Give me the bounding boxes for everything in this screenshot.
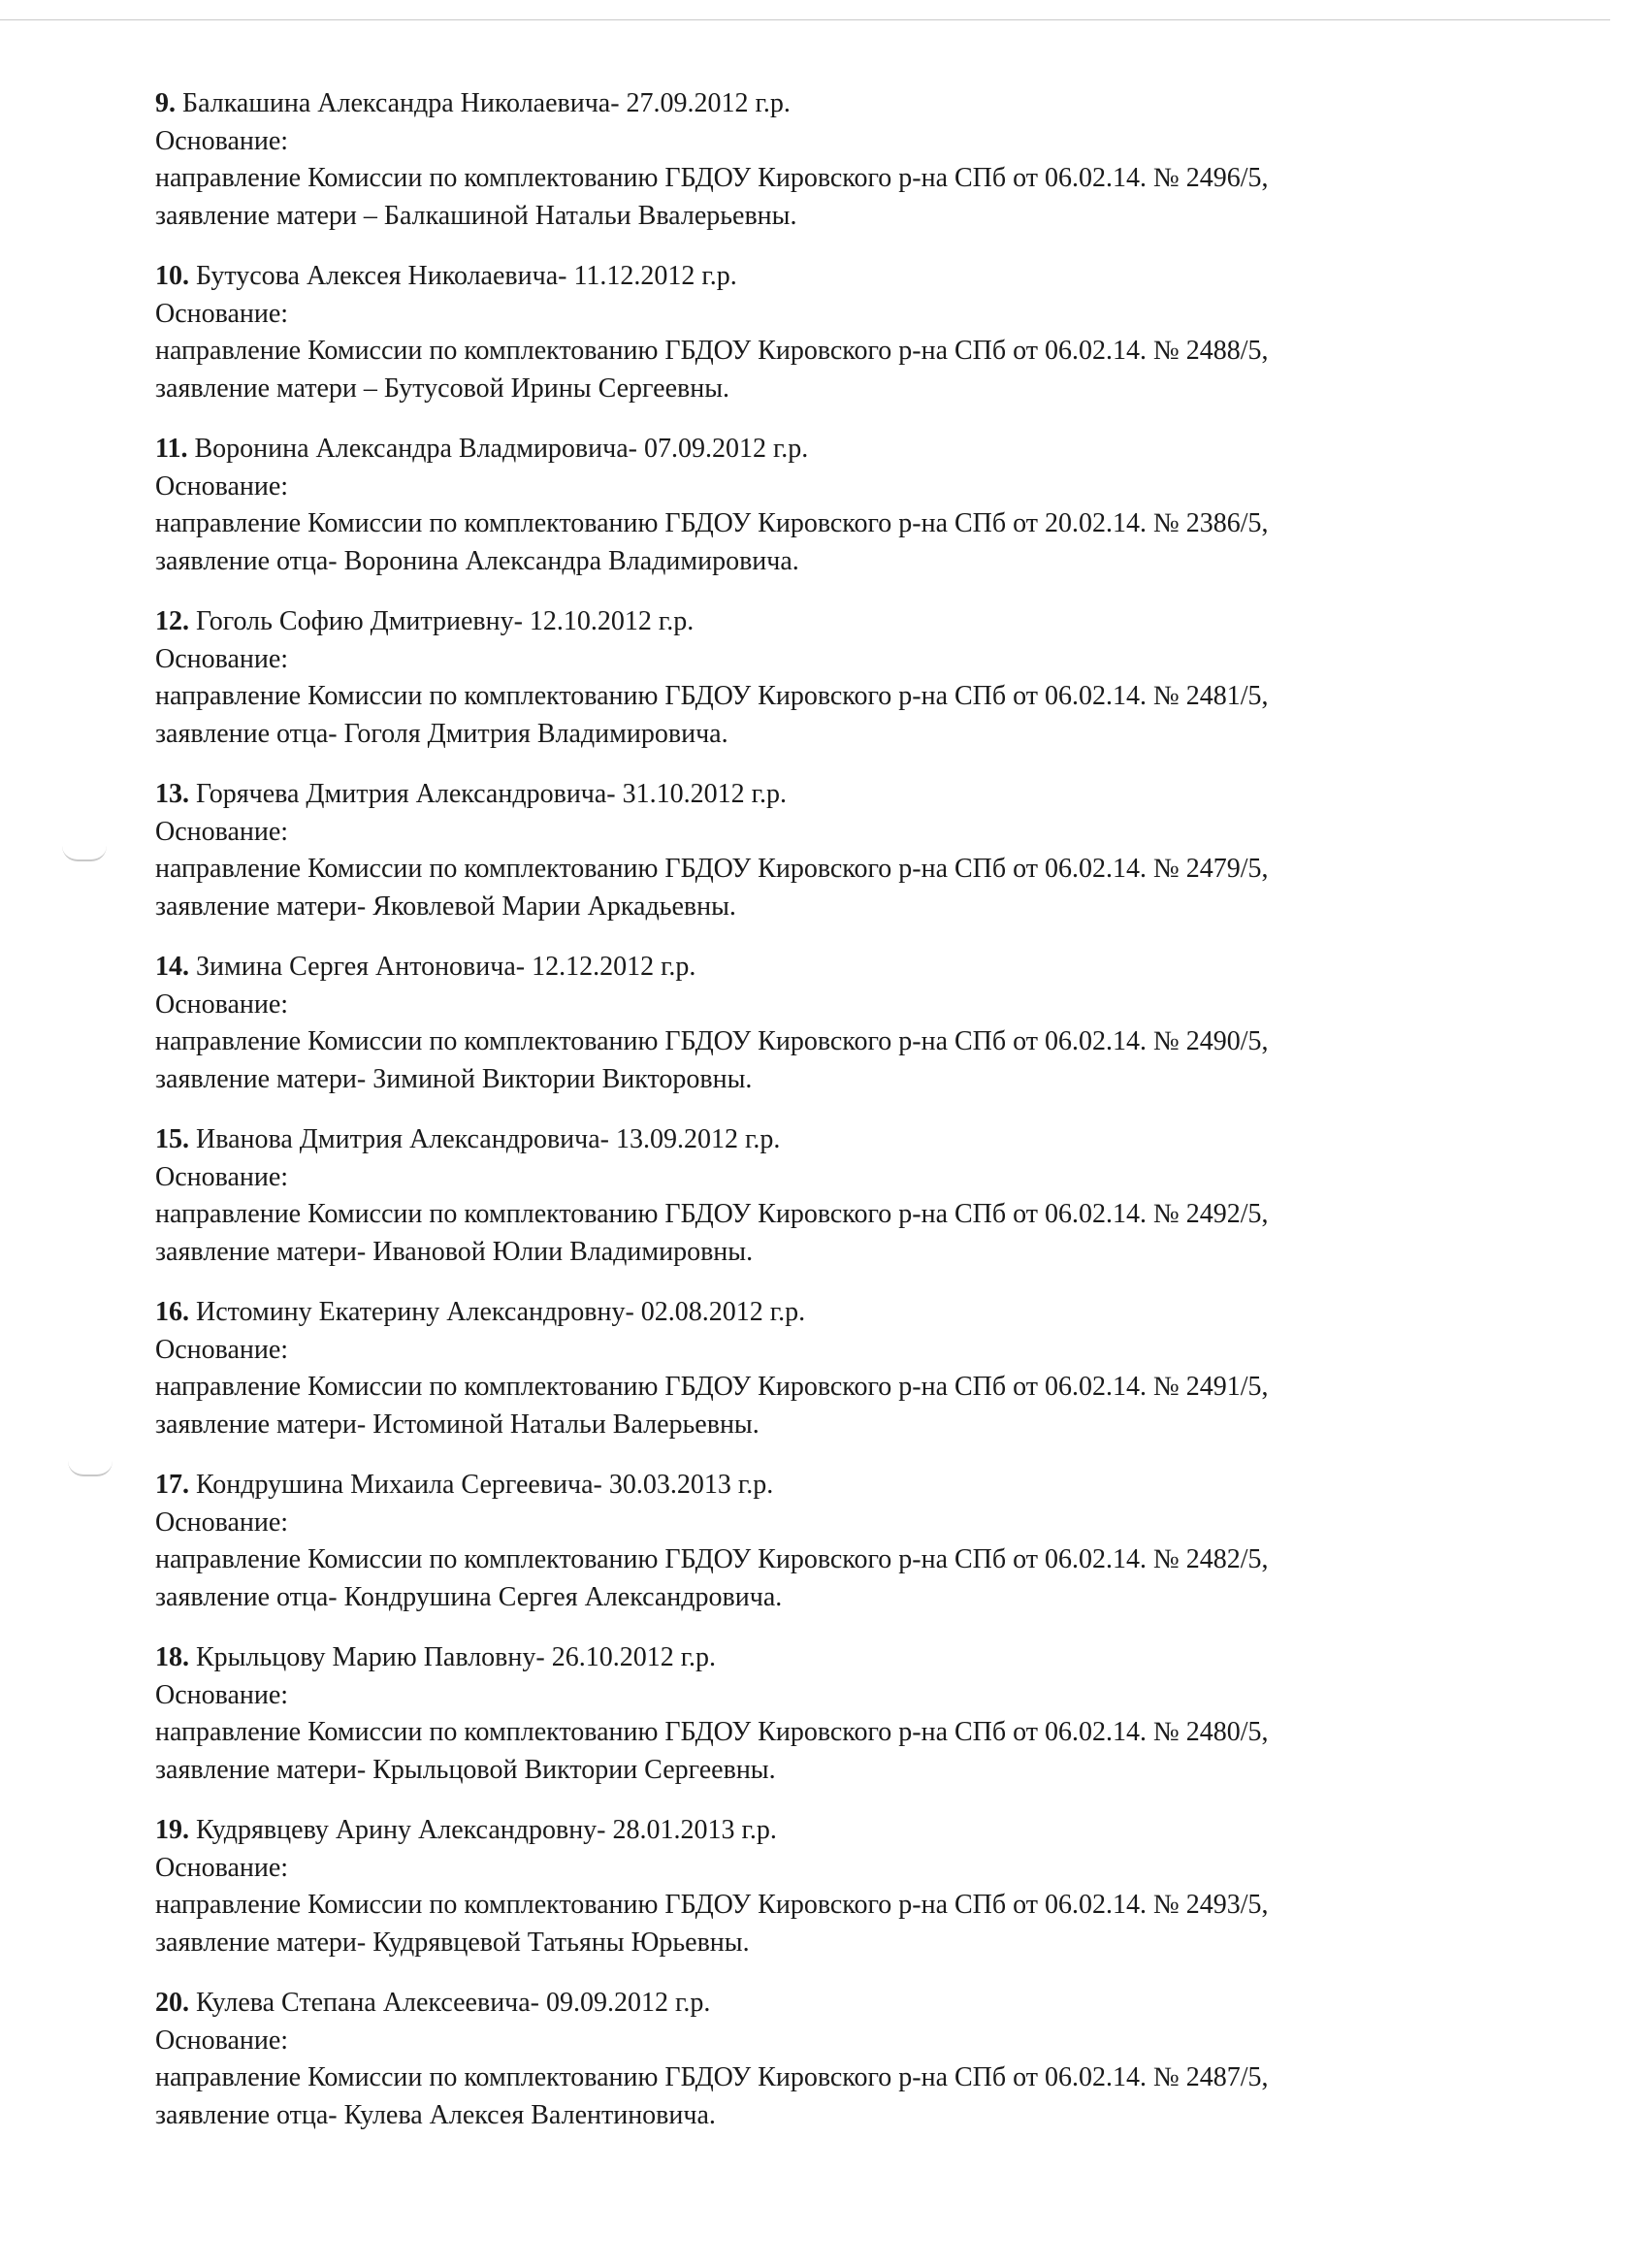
entry-number: 17. [155, 1470, 189, 1500]
child-name-dob: Крыльцову Марию Павловну- 26.10.2012 г.р. [196, 1642, 717, 1672]
basis-label: Основание: [155, 1679, 289, 1710]
child-name-dob: Иванова Дмитрия Александровича- 13.09.2012 г.р. [196, 1124, 781, 1154]
referral-text: направление Комиссии по комплектованию ГБДОУ Кировского р-на СПб от 06.02.14. № 2496/5, [155, 163, 1269, 193]
entry-heading [155, 776, 1513, 814]
referral-text: направление Комиссии по комплектованию ГБДОУ Кировского р-на СПб от 06.02.14. № 2479/5, [155, 854, 1269, 884]
entry-number: 18. [155, 1642, 189, 1672]
entry-number: 12. [155, 606, 189, 636]
scan-artifact-mark [62, 846, 107, 861]
entry-number: 19. [155, 1815, 189, 1845]
child-name-dob: Балкашина Александра Николаевича- 27.09.2012 г.р. [182, 88, 791, 118]
entry-number: 11. [155, 434, 188, 464]
basis-label: Основание: [155, 125, 289, 156]
list-item [155, 1812, 1513, 1961]
child-name-dob: Бутусова Алексея Николаевича- 11.12.2012 г.р. [196, 261, 737, 291]
list-item [155, 1121, 1513, 1271]
application-text: заявление матери- Крыльцовой Виктории Сергеевны. [155, 1754, 776, 1785]
basis-label: Основание: [155, 1507, 289, 1538]
list-item [155, 1639, 1513, 1789]
list-item [155, 431, 1513, 580]
entry-heading [155, 1639, 1513, 1677]
child-name-dob: Горячева Дмитрия Александровича- 31.10.2012 г.р. [196, 779, 787, 809]
basis-label: Основание: [155, 643, 289, 674]
referral-text: направление Комиссии по комплектованию ГБДОУ Кировского р-на СПб от 06.02.14. № 2490/5, [155, 1026, 1269, 1056]
basis-label: Основание: [155, 816, 289, 847]
entry-heading [155, 85, 1513, 123]
application-text: заявление отца- Кулева Алексея Валентиновича. [155, 2099, 716, 2130]
basis-label: Основание: [155, 298, 289, 329]
basis-label: Основание: [155, 1161, 289, 1192]
entry-number: 20. [155, 1988, 189, 2018]
child-name-dob: Воронина Александра Владмировича- 07.09.2012 г.р. [194, 434, 809, 464]
application-text: заявление матери – Бутусовой Ирины Сергеевны. [155, 373, 730, 404]
document-body [155, 85, 1513, 2157]
entry-heading [155, 1294, 1513, 1332]
entry-heading [155, 1467, 1513, 1505]
entry-number: 10. [155, 261, 189, 291]
list-item [155, 1985, 1513, 2134]
child-name-dob: Гоголь Софию Дмитриевну- 12.10.2012 г.р. [196, 606, 695, 636]
referral-text: направление Комиссии по комплектованию ГБДОУ Кировского р-на СПб от 06.02.14. № 2480/5, [155, 1717, 1269, 1747]
entry-heading [155, 258, 1513, 296]
list-item [155, 85, 1513, 235]
scan-edge-line [0, 19, 1610, 20]
application-text: заявление матери- Яковлевой Марии Аркадьевны. [155, 891, 736, 922]
referral-text: направление Комиссии по комплектованию ГБДОУ Кировского р-на СПб от 06.02.14. № 2493/5, [155, 1890, 1269, 1920]
application-text: заявление отца- Гоголя Дмитрия Владимировича. [155, 718, 728, 749]
child-name-dob: Кулева Степана Алексеевича- 09.09.2012 г.р. [196, 1988, 711, 2018]
list-item [155, 1467, 1513, 1616]
child-name-dob: Кудрявцеву Арину Александровну- 28.01.2013 г.р. [196, 1815, 777, 1845]
application-text: заявление отца- Воронина Александра Владимировича. [155, 545, 799, 576]
entry-number: 15. [155, 1124, 189, 1154]
list-item [155, 1294, 1513, 1443]
entry-number: 16. [155, 1297, 189, 1327]
basis-label: Основание: [155, 1334, 289, 1365]
entry-heading [155, 1121, 1513, 1159]
referral-text: направление Комиссии по комплектованию ГБДОУ Кировского р-на СПб от 06.02.14. № 2491/5, [155, 1372, 1269, 1402]
entry-heading [155, 1985, 1513, 2023]
entry-heading [155, 949, 1513, 987]
application-text: заявление матери- Кудрявцевой Татьяны Юрьевны. [155, 1927, 750, 1958]
referral-text: направление Комиссии по комплектованию ГБДОУ Кировского р-на СПб от 20.02.14. № 2386/5, [155, 508, 1269, 538]
list-item [155, 949, 1513, 1098]
referral-text: направление Комиссии по комплектованию ГБДОУ Кировского р-на СПб от 06.02.14. № 2492/5, [155, 1199, 1269, 1229]
application-text: заявление матери- Истоминой Натальи Валерьевны. [155, 1409, 760, 1440]
referral-text: направление Комиссии по комплектованию ГБДОУ Кировского р-на СПб от 06.02.14. № 2482/5, [155, 1544, 1269, 1574]
child-name-dob: Истомину Екатерину Александровну- 02.08.2012 г.р. [196, 1297, 806, 1327]
list-item [155, 603, 1513, 753]
application-text: заявление матери- Ивановой Юлии Владимировны. [155, 1236, 754, 1267]
entry-number: 13. [155, 779, 189, 809]
basis-label: Основание: [155, 1852, 289, 1883]
entry-heading [155, 431, 1513, 469]
referral-text: направление Комиссии по комплектованию ГБДОУ Кировского р-на СПб от 06.02.14. № 2487/5, [155, 2062, 1269, 2092]
application-text: заявление матери- Зиминой Виктории Викторовны. [155, 1063, 753, 1094]
entry-heading [155, 603, 1513, 641]
basis-label: Основание: [155, 470, 289, 502]
entry-heading [155, 1812, 1513, 1850]
list-item [155, 258, 1513, 407]
entry-number: 14. [155, 952, 189, 982]
application-text: заявление матери – Балкашиной Натальи Ввалерьевны. [155, 200, 797, 231]
referral-text: направление Комиссии по комплектованию ГБДОУ Кировского р-на СПб от 06.02.14. № 2488/5, [155, 336, 1269, 366]
entry-number: 9. [155, 88, 176, 118]
child-name-dob: Кондрушина Михаила Сергеевича- 30.03.2013 г.р. [196, 1470, 774, 1500]
basis-label: Основание: [155, 2025, 289, 2056]
scan-artifact-mark [68, 1461, 113, 1476]
list-item [155, 776, 1513, 925]
child-name-dob: Зимина Сергея Антоновича- 12.12.2012 г.р. [196, 952, 696, 982]
application-text: заявление отца- Кондрушина Сергея Александровича. [155, 1581, 783, 1612]
referral-text: направление Комиссии по комплектованию ГБДОУ Кировского р-на СПб от 06.02.14. № 2481/5, [155, 681, 1269, 711]
basis-label: Основание: [155, 988, 289, 1020]
